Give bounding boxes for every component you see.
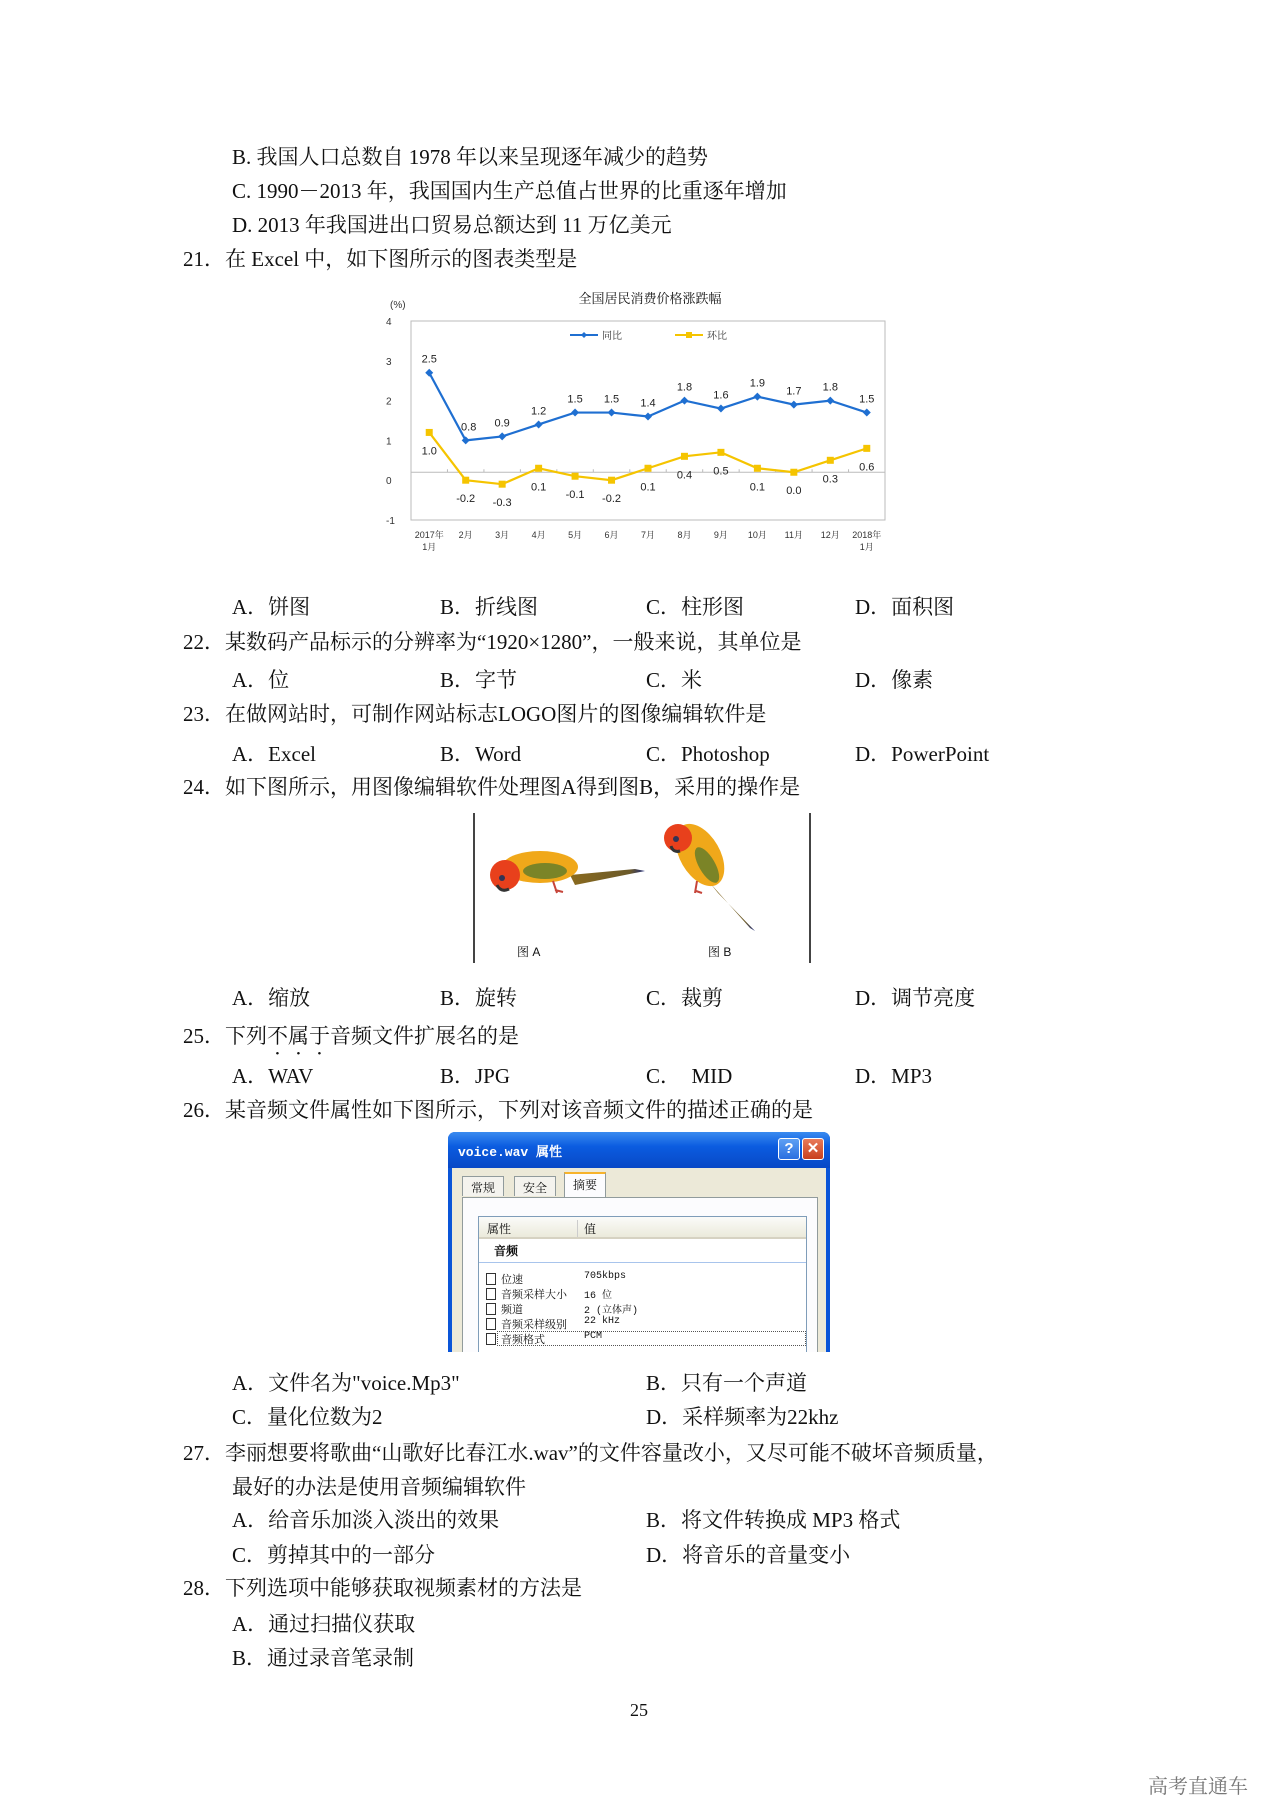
data-label: 2.5 (421, 353, 437, 366)
property-row-selected[interactable] (497, 1331, 806, 1346)
property-list-header (479, 1217, 806, 1239)
property-name: 频道 (501, 1303, 523, 1316)
tab-summary[interactable]: 摘要 (564, 1172, 606, 1198)
property-list (478, 1216, 807, 1352)
q24-option-a[interactable]: A．缩放 (232, 986, 311, 1010)
q27-option-b[interactable]: B．将文件转换成 MP3 格式 (646, 1508, 901, 1532)
q21-option-a[interactable]: A．饼图 (232, 595, 311, 619)
question-28-stem: 28．下列选项中能够获取视频素材的方法是 (183, 1576, 582, 1600)
data-point (572, 473, 579, 480)
data-label: 1.2 (530, 405, 547, 418)
data-label: 0.6 (859, 461, 875, 474)
property-row[interactable] (479, 1286, 806, 1301)
data-point (681, 453, 688, 460)
document-icon (486, 1273, 496, 1285)
y-tick-label: 4 (386, 317, 392, 328)
data-point (863, 445, 870, 452)
column-property[interactable]: 属性 (487, 1222, 512, 1236)
page-number: 25 (630, 1700, 648, 1720)
help-icon[interactable]: ? (778, 1138, 800, 1160)
tab-security[interactable]: 安全 (514, 1176, 556, 1196)
data-label: 1.6 (713, 389, 729, 402)
question-27-stem: 27．李丽想要将歌曲“山歌好比春江水.wav”的文件容量改小，又尽可能不破坏音频质量， (183, 1441, 998, 1465)
question-22-stem: 22．某数码产品标示的分辨率为“1920×1280”，一般来说，其单位是 (183, 630, 802, 654)
watermark: 高考直通车 (1148, 1774, 1248, 1798)
data-label: -0.3 (492, 497, 512, 510)
q28-option-a[interactable]: A．通过扫描仪获取 (232, 1612, 416, 1636)
x-tick-label: 6月 (604, 530, 619, 540)
figure-b-caption: 图 B (708, 945, 732, 959)
audio-group-header: 音频 (479, 1239, 806, 1263)
data-label: 0.0 (786, 485, 802, 498)
column-value[interactable]: 值 (577, 1220, 596, 1237)
data-label: 1.4 (640, 397, 656, 410)
dialog-body (452, 1168, 826, 1352)
q22-option-d[interactable]: D．像素 (855, 668, 934, 692)
x-tick-label: 4月 (531, 530, 546, 540)
data-label: 1.5 (567, 393, 583, 406)
q23-option-c[interactable]: C．Photoshop (646, 742, 770, 766)
q25-stem-prefix: 25．下列 (183, 1024, 267, 1048)
data-label: 1.5 (603, 393, 620, 406)
data-label: 1.8 (676, 381, 693, 394)
property-row[interactable] (479, 1271, 806, 1286)
q27-option-d[interactable]: D．将音乐的音量变小 (646, 1543, 851, 1567)
x-tick-label: 12月 (820, 530, 840, 540)
q25-stem-suffix: 音频文件扩展名的是 (330, 1024, 519, 1048)
legend-label: 同比 (602, 331, 622, 342)
question-27-stem-line2: 最好的办法是使用音频编辑软件 (232, 1475, 526, 1499)
question-24-stem: 24．如下图所示，用图像编辑软件处理图A得到图B，采用的操作是 (183, 775, 801, 799)
x-tick-label: 1月 (859, 542, 874, 552)
x-tick-label: 2月 (458, 530, 473, 540)
chart-svg (380, 288, 900, 563)
option-d-prev: D. 2013 年我国进出口贸易总额达到 11 万亿美元 (232, 213, 672, 237)
y-tick-label: 1 (386, 436, 392, 448)
data-label: 0.8 (461, 421, 477, 434)
question-21-stem: 21．在 Excel 中，如下图所示的图表类型是 (183, 247, 578, 271)
question-23-stem: 23．在做网站时，可制作网站标志LOGO图片的图像编辑软件是 (183, 702, 767, 726)
x-tick-label: 7月 (640, 530, 656, 540)
x-tick-label: 11月 (784, 530, 804, 540)
data-point (645, 465, 652, 472)
data-label: 1.9 (749, 377, 766, 390)
q25-stem-emphasis: 不属于 (267, 1024, 330, 1048)
property-value: 16 位 (584, 1291, 613, 1302)
data-point (827, 457, 834, 464)
q28-option-b[interactable]: B．通过录音笔录制 (232, 1646, 415, 1670)
cpi-line-chart (380, 288, 900, 563)
data-label: -0.2 (456, 493, 476, 506)
property-value: 2 (立体声) (584, 1306, 639, 1317)
data-point (717, 449, 724, 456)
close-icon[interactable]: ✕ (802, 1138, 824, 1160)
data-point (462, 477, 469, 484)
x-tick-label: 2018年 (852, 530, 882, 540)
y-tick-label: -1 (386, 516, 395, 527)
data-label: 0.3 (822, 473, 838, 486)
data-point (790, 469, 797, 476)
chart-y-unit: (%) (390, 300, 406, 311)
data-label: 1.5 (859, 393, 875, 406)
document-icon (486, 1303, 496, 1315)
data-label: 1.8 (822, 381, 838, 394)
data-point (535, 465, 542, 472)
q24-option-b[interactable]: B．旋转 (440, 986, 518, 1010)
summary-panel (462, 1197, 818, 1352)
data-label: 0.1 (640, 481, 656, 494)
property-row[interactable] (479, 1316, 806, 1331)
document-icon (486, 1288, 496, 1300)
document-icon (486, 1318, 496, 1330)
option-b-prev: B. 我国人口总数自 1978 年以来呈现逐年减少的趋势 (232, 145, 709, 169)
property-name: 音频采样级别 (501, 1318, 567, 1331)
chart-title: 全国居民消费价格涨跌幅 (578, 291, 722, 306)
q21-option-b[interactable]: B．折线图 (440, 595, 539, 619)
parrot-b-image (664, 816, 755, 931)
q22-option-b[interactable]: B．字节 (440, 668, 518, 692)
question-26-stem: 26．某音频文件属性如下图所示，下列对该音频文件的描述正确的是 (183, 1098, 813, 1122)
property-value: PCM (584, 1331, 603, 1342)
q26-option-b[interactable]: B．只有一个声道 (646, 1371, 808, 1395)
question-25-stem (183, 1023, 519, 1060)
q25-option-d[interactable]: D．MP3 (855, 1064, 933, 1088)
q25-option-a[interactable]: A．WAV (232, 1064, 314, 1088)
q27-option-c[interactable]: C．剪掉其中的一部分 (232, 1543, 436, 1567)
legend-label: 环比 (707, 331, 727, 342)
y-tick-label: 0 (386, 476, 392, 488)
data-point (754, 465, 761, 472)
q23-option-a[interactable]: A．Excel (232, 742, 316, 766)
q23-option-d[interactable]: D．PowerPoint (855, 742, 990, 766)
data-label: 0.1 (530, 481, 547, 494)
q26-option-d[interactable]: D．采样频率为22khz (646, 1405, 839, 1429)
q26-option-a[interactable]: A．文件名为"voice.Mp3" (232, 1371, 460, 1395)
property-value: 705kbps (584, 1271, 627, 1282)
dialog-title-bar[interactable] (448, 1132, 830, 1168)
q25-option-b[interactable]: B．JPG (440, 1064, 511, 1088)
data-label: -0.2 (602, 493, 622, 506)
file-properties-dialog (448, 1132, 830, 1352)
x-tick-label: 8月 (677, 530, 692, 540)
x-tick-label: 5月 (568, 530, 583, 540)
data-label: 1.7 (786, 385, 802, 398)
data-label: 0.4 (676, 469, 693, 482)
x-tick-label: 3月 (495, 530, 510, 540)
q27-option-a[interactable]: A．给音乐加淡入淡出的效果 (232, 1508, 500, 1532)
parrot-a-image (490, 851, 645, 893)
data-label: 1.0 (421, 445, 437, 458)
y-axis-ticks (386, 317, 395, 527)
q25-option-c[interactable]: C． MID (646, 1064, 733, 1088)
data-point (499, 481, 506, 488)
data-point (426, 429, 433, 436)
y-tick-label: 3 (386, 356, 392, 368)
y-tick-label: 2 (386, 396, 392, 408)
option-c-prev: C. 1990－2013 年，我国国内生产总值占世界的比重逐年增加 (232, 179, 787, 203)
property-name: 音频采样大小 (501, 1288, 567, 1301)
data-point (608, 477, 615, 484)
data-label: 0.1 (749, 481, 766, 494)
x-tick-label: 1月 (422, 542, 437, 552)
property-row[interactable] (479, 1301, 806, 1316)
document-icon (486, 1333, 496, 1345)
property-value: 22 kHz (584, 1316, 621, 1327)
q24-option-d[interactable]: D．调节亮度 (855, 986, 976, 1010)
x-tick-label: 9月 (713, 530, 728, 540)
q26-option-c[interactable]: C．量化位数为2 (232, 1405, 383, 1429)
q23-option-b[interactable]: B．Word (440, 742, 522, 766)
data-label: 0.9 (494, 417, 510, 430)
q21-option-d[interactable]: D．面积图 (855, 595, 955, 619)
data-label: -0.1 (565, 489, 585, 502)
dialog-title: voice.wav 属性 (458, 1145, 563, 1160)
property-name: 位速 (501, 1273, 523, 1286)
q22-option-c[interactable]: C．米 (646, 668, 703, 692)
property-name: 音频格式 (501, 1333, 545, 1346)
parrot-figure (473, 813, 811, 963)
x-tick-label: 10月 (747, 530, 767, 540)
figure-a-caption: 图 A (517, 945, 541, 959)
q24-option-c[interactable]: C．裁剪 (646, 986, 724, 1010)
data-label: 0.5 (713, 465, 729, 478)
q21-option-c[interactable]: C．柱形图 (646, 595, 745, 619)
parrot-images (475, 813, 809, 963)
x-tick-label: 2017年 (414, 530, 444, 540)
q22-option-a[interactable]: A．位 (232, 668, 290, 692)
tab-general[interactable]: 常规 (462, 1176, 504, 1196)
